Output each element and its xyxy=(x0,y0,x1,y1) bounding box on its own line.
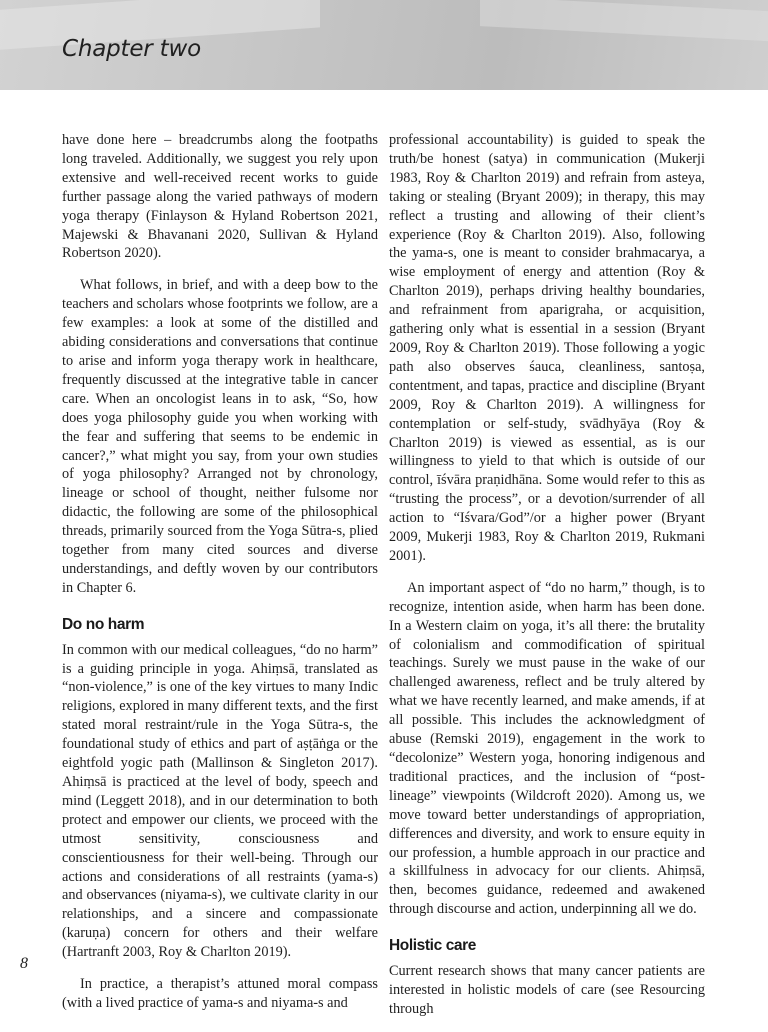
paragraph: What follows, in brief, and with a deep bow to the teachers and scholars whose footprints we follow, are a few examples: a look at some of the distilled and abiding considerations and conversations that continue to arise and inform yoga therapy work in healthcare, frequently discussed at the integrative table in cancer care. When an oncologist leans in to ask, “So, how does yoga philosophy guide you when working with the fear and suffering that seems to be endemic in cancer?,” what might you say, from your own studies of yoga philosophy? Arranged not by chronology, lineage or school of thought, neither fulsome nor didactic, the following are some of the philosophical threads, primarily sourced from the Yoga Sūtra-s, plied together from many cited sources and diverse understandings, and deftly woven by our contributors in Chapter 6. xyxy=(62,277,378,596)
page-number: 8 xyxy=(20,955,28,972)
chapter-title: Chapter two xyxy=(62,36,201,62)
paragraph: have done here – breadcrumbs along the footpaths long traveled. Additionally, we suggest you rely upon extensive and well-received recent works to guide further passage along the varied pathways of modern yoga therapy (Finlayson & Hyland Robertson 2021, Majewski & Bhavanani 2020, Sullivan & Hyland Robertson 2020). xyxy=(62,132,378,262)
paragraph: In common with our medical colleagues, “do no harm” is a guiding principle in yoga. Ahiṃsā, translated as “non-violence,” is one of the key virtues to many Indic religions, explored in many different texts, and the first stated moral restraint/rule in the Yoga Sūtra-s, the foundational study of ethics and part of aṣṭāṅga or the eightfold yogic path (Mallinson & Singleton 2017). Ahiṃsā is practiced at the level of body, speech and mind (Leggett 2018), and in our determination to both protect and empower our clients, we proceed with the utmost sensitivity, consciousness and conscientiousness for their well-being. Through our actions and considerations of all restraints (yama-s) and observances (niyama-s), we cultivate clarity in our relationships, and a sincere and compassionate (karuṇa) concern for others and their welfare (Hartranft 2003, Roy & Charlton 2019). xyxy=(62,641,378,961)
paragraph: In practice, a therapist’s attuned moral compass (with a lived practice of yama-s and niyama-s and xyxy=(62,976,378,1011)
header-texture xyxy=(480,0,768,44)
right-column xyxy=(389,131,705,1032)
left-column xyxy=(62,131,378,1026)
section-heading-holistic-care: Holistic care xyxy=(389,937,476,955)
paragraph: An important aspect of “do no harm,” though, is to recognize, intention aside, when harm has been done. In a Western claim on yoga, it’s all there: the brutality of colonialism and commodification of spiritual teachings. Surely we must pause in the wake of our challenged awareness, reflect and be truly altered by what we have recently learned, and make amends, if at all possible. This includes the acknowledgment of abuse (Remski 2019), engagement in the work to “decolonize” Western yoga, honoring indigenous and traditional practices, and the inclusion of “post-lineage” viewpoints (Wildcroft 2020). Among us, we move toward better understandings of appropriation, differences and diversity, and work to ensure equity in our profession, a humble approach in our practice and a skillfulness in advocacy for our clients. Ahiṃsā, then, becomes guidance, redeemed and awakened through discourse and action, underpinning all we do. xyxy=(389,579,705,918)
chapter-header-banner xyxy=(0,0,768,90)
paragraph: Current research shows that many cancer patients are interested in holistic models of care (see Resourcing through xyxy=(389,963,705,1017)
section-heading-do-no-harm: Do no harm xyxy=(62,615,145,633)
paragraph: professional accountability) is guided to speak the truth/be honest (satya) in communication (Mukerji 1983, Roy & Charlton 2019) and refrain from asteya, taking or stealing (Bryant 2009); in therapy, this may reflect a trusting and allowing of their client’s experience (Roy & Charlton 2019). Also, following the yama-s, one is meant to consider brahmacarya, a wise employment of energy and attention (Roy & Charlton 2019), perhaps driving healthy boundaries, and refrainment from aparigraha, or acquisition, gathering only what is essential in a session (Bryant 2009, Roy & Charlton 2019). Those following a yogic path also observes śauca, cleanliness, santoṣa, contentment, and tapas, practice and discipline (Bryant 2009, Roy & Charlton 2019). A willingness for contemplation or self-study, svādhyāya (Roy & Charlton 2019) is viewed as essential, as is our willingness to yield to that which is outside of our control, īśvāra praṇidhāna. Some would refer to this as “trusting the process”, or a devotion/surrender of all action to “Iśvara/God”/or a higher power (Bryant 2009, Mukerji 1983, Roy & Charlton 2019, Rukmani 2001). xyxy=(389,132,705,564)
